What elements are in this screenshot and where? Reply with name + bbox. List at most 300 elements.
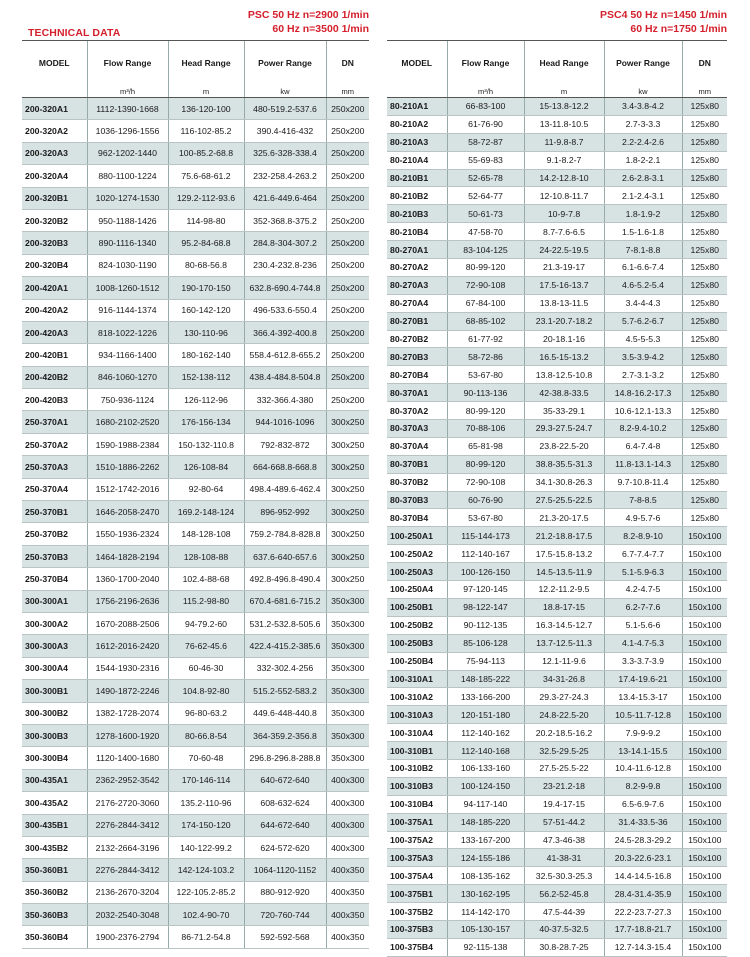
cell-model: 100-310B1 [387,742,447,760]
cell-dn: 250x200 [326,232,369,254]
cell-power-range: 364-359.2-356.8 [244,724,326,746]
table-row [22,590,369,612]
cell-flow-range: 114-142-170 [447,903,524,921]
table-row [387,867,727,885]
cell-model: 80-370A2 [387,402,447,420]
cell-dn: 400x300 [326,814,369,836]
cell-power-range: 6.4-7.4-8 [604,437,682,455]
cell-dn: 125x80 [682,509,727,527]
cell-head-range: 11-9.8-8.7 [524,133,604,151]
psc-data-table [22,40,369,949]
cell-power-range: 3.4-4-4.3 [604,294,682,312]
cell-dn: 150x100 [682,706,727,724]
cell-model: 100-250B2 [387,616,447,634]
cell-power-range: 592-592-568 [244,926,326,948]
cell-head-range: 21.3-19-17 [524,259,604,277]
cell-power-range: 6.2-7-7.6 [604,598,682,616]
cell-flow-range: 1360-1700-2040 [87,568,168,590]
cell-dn: 125x80 [682,455,727,473]
cell-dn: 300x250 [326,501,369,523]
cell-head-range: 30.8-28.7-25 [524,938,604,956]
cell-power-range: 421.6-449.6-464 [244,187,326,209]
cell-dn: 350x300 [326,635,369,657]
cell-dn: 125x80 [682,491,727,509]
table-row [387,276,727,294]
cell-head-range: 12.2-11.2-9.5 [524,581,604,599]
cell-flow-range: 112-140-168 [447,742,524,760]
cell-flow-range: 1612-2016-2420 [87,635,168,657]
cell-head-range: 169.2-148-124 [168,501,244,523]
cell-power-range: 2.2-2.4-2.6 [604,133,682,151]
cell-power-range: 944-1016-1096 [244,411,326,433]
cell-head-range: 130-110-96 [168,321,244,343]
panel-header [387,0,727,40]
table-row [387,402,727,420]
cell-model: 80-210A3 [387,133,447,151]
cell-dn: 250x200 [326,366,369,388]
cell-model: 100-250A1 [387,527,447,545]
cell-flow-range: 1382-1728-2074 [87,702,168,724]
cell-flow-range: 148-185-220 [447,813,524,831]
cell-power-range: 28.4-31.4-35.9 [604,885,682,903]
cell-head-range: 23-21.2-18 [524,777,604,795]
cell-model: 250-370B1 [22,501,87,523]
table-row [387,527,727,545]
cell-head-range: 126-112-96 [168,389,244,411]
cell-head-range: 122-105.2-85.2 [168,881,244,903]
cell-power-range: 2.7-3-3.3 [604,115,682,133]
cell-power-range: 3.3-3.7-3.9 [604,652,682,670]
cell-dn: 150x100 [682,598,727,616]
cell-head-range: 21.2-18.8-17.5 [524,527,604,545]
speed-spec-60hz: 60 Hz n=3500 1/min [272,23,369,35]
cell-flow-range: 80-99-120 [447,259,524,277]
cell-flow-range: 1036-1296-1556 [87,120,168,142]
cell-model: 350-360B4 [22,926,87,948]
table-row [387,169,727,187]
cell-model: 100-375A3 [387,849,447,867]
cell-power-range: 390.4-416-432 [244,120,326,142]
cell-dn: 125x80 [682,151,727,169]
cell-model: 200-320A1 [22,98,87,120]
cell-model: 300-300B4 [22,747,87,769]
cell-flow-range: 1008-1260-1512 [87,277,168,299]
cell-flow-range: 950-1188-1426 [87,209,168,231]
cell-dn: 125x80 [682,169,727,187]
cell-dn: 150x100 [682,563,727,581]
cell-head-range: 100-85.2-68.8 [168,142,244,164]
cell-flow-range: 2276-2844-3412 [87,814,168,836]
cell-model: 350-360B1 [22,859,87,881]
table-row [22,657,369,679]
cell-model: 100-250B1 [387,598,447,616]
cell-flow-range: 133-166-200 [447,688,524,706]
table-row [22,187,369,209]
cell-flow-range: 1512-1742-2016 [87,478,168,500]
cell-flow-range: 108-135-162 [447,867,524,885]
table-row [387,581,727,599]
cell-dn: 150x100 [682,742,727,760]
cell-dn: 300x250 [326,456,369,478]
cell-power-range: 1.5-1.6-1.8 [604,223,682,241]
cell-head-range: 95.2-84-68.8 [168,232,244,254]
unit-head: m [168,85,244,98]
cell-power-range: 5.1-5.9-6.3 [604,563,682,581]
cell-dn: 400x300 [326,769,369,791]
cell-model: 300-435B2 [22,836,87,858]
cell-flow-range: 80-99-120 [447,455,524,473]
cell-model: 80-210A2 [387,115,447,133]
cell-power-range: 14.4-14.5-16.8 [604,867,682,885]
cell-dn: 400x300 [326,792,369,814]
cell-head-range: 13.8-12.5-10.8 [524,366,604,384]
cell-model: 80-370B2 [387,473,447,491]
cell-power-range: 31.4-33.5-36 [604,813,682,831]
cell-flow-range: 2176-2720-3060 [87,792,168,814]
cell-dn: 125x80 [682,98,727,116]
table-row [387,652,727,670]
table-row [22,724,369,746]
table-row [387,724,727,742]
table-row [387,742,727,760]
cell-head-range: 32.5-30.3-25.3 [524,867,604,885]
table-row [387,223,727,241]
table-row [22,747,369,769]
cell-flow-range: 890-1116-1340 [87,232,168,254]
cell-dn: 125x80 [682,366,727,384]
cell-model: 80-370B4 [387,509,447,527]
cell-power-range: 10.5-11.7-12.8 [604,706,682,724]
cell-model: 100-375B2 [387,903,447,921]
table-row [387,759,727,777]
table-row [22,545,369,567]
cell-dn: 125x80 [682,133,727,151]
cell-head-range: 24.8-22.5-20 [524,706,604,724]
cell-power-range: 4.9-5.7-6 [604,509,682,527]
cell-power-range: 8.2-9.4-10.2 [604,420,682,438]
cell-dn: 125x80 [682,384,727,402]
cell-power-range: 8.2-8.9-10 [604,527,682,545]
cell-model: 200-420B3 [22,389,87,411]
cell-flow-range: 58-72-86 [447,348,524,366]
table-row [387,366,727,384]
cell-model: 100-250B4 [387,652,447,670]
col-header-model: MODEL [22,41,87,86]
cell-flow-range: 934-1166-1400 [87,344,168,366]
cell-model: 350-360B2 [22,881,87,903]
table-row [387,777,727,795]
table-row [22,612,369,634]
cell-power-range: 2.6-2.8-3.1 [604,169,682,187]
cell-head-range: 180-162-140 [168,344,244,366]
cell-power-range: 632.8-690.4-744.8 [244,277,326,299]
table-row [387,545,727,563]
cell-flow-range: 65-81-98 [447,437,524,455]
cell-power-range: 896-952-992 [244,501,326,523]
cell-power-range: 640-672-640 [244,769,326,791]
table-row [22,366,369,388]
cell-flow-range: 97-120-145 [447,581,524,599]
cell-model: 80-270A4 [387,294,447,312]
cell-flow-range: 112-140-167 [447,545,524,563]
col-header-dn: DN [326,41,369,86]
cell-power-range: 6.7-7.4-7.7 [604,545,682,563]
cell-power-range: 24.5-28.3-29.2 [604,831,682,849]
cell-model: 200-320B2 [22,209,87,231]
cell-dn: 150x100 [682,903,727,921]
cell-dn: 150x100 [682,831,727,849]
cell-head-range: 41-38-31 [524,849,604,867]
cell-head-range: 14.2-12.8-10 [524,169,604,187]
cell-model: 250-370B2 [22,523,87,545]
cell-dn: 150x100 [682,688,727,706]
cell-model: 250-370A4 [22,478,87,500]
cell-flow-range: 72-90-108 [447,276,524,294]
cell-model: 200-320A2 [22,120,87,142]
cell-power-range: 4.5-5-5.3 [604,330,682,348]
cell-dn: 250x200 [326,187,369,209]
cell-head-range: 129.2-112-93.6 [168,187,244,209]
cell-flow-range: 130-162-195 [447,885,524,903]
cell-flow-range: 112-140-162 [447,724,524,742]
table-row [22,478,369,500]
table-row [22,433,369,455]
cell-head-range: 152-138-112 [168,366,244,388]
table-row [22,389,369,411]
cell-model: 100-250A2 [387,545,447,563]
cell-head-range: 29.3-27.5-24.7 [524,420,604,438]
table-row [387,813,727,831]
cell-dn: 150x100 [682,616,727,634]
cell-flow-range: 67-84-100 [447,294,524,312]
cell-head-range: 12.1-11-9.6 [524,652,604,670]
cell-power-range: 296.8-296.8-288.8 [244,747,326,769]
cell-head-range: 27.5-25.5-22 [524,759,604,777]
cell-flow-range: 120-151-180 [447,706,524,724]
cell-flow-range: 100-124-150 [447,777,524,795]
cell-model: 80-270B2 [387,330,447,348]
cell-model: 100-375B4 [387,938,447,956]
cell-head-range: 13-11.8-10.5 [524,115,604,133]
cell-flow-range: 94-117-140 [447,795,524,813]
cell-model: 100-375B3 [387,920,447,938]
table-row [387,205,727,223]
cell-power-range: 2.7-3.1-3.2 [604,366,682,384]
cell-power-range: 232-258.4-263.2 [244,165,326,187]
cell-head-range: 17.5-15.8-13.2 [524,545,604,563]
table-row [22,568,369,590]
cell-model: 100-375A4 [387,867,447,885]
cell-head-range: 27.5-25.5-22.5 [524,491,604,509]
cell-dn: 150x100 [682,759,727,777]
cell-dn: 150x100 [682,670,727,688]
cell-model: 300-300B2 [22,702,87,724]
cell-head-range: 148-128-108 [168,523,244,545]
cell-flow-range: 92-115-138 [447,938,524,956]
cell-head-range: 34.1-30.8-26.3 [524,473,604,491]
cell-flow-range: 75-94-113 [447,652,524,670]
cell-power-range: 10.4-11.6-12.8 [604,759,682,777]
technical-data-title: TECHNICAL DATA [28,27,121,39]
cell-dn: 150x100 [682,813,727,831]
table-row [387,348,727,366]
cell-model: 100-310B4 [387,795,447,813]
cell-power-range: 7.9-9-9.2 [604,724,682,742]
table-row [22,859,369,881]
cell-power-range: 13-14.1-15.5 [604,742,682,760]
cell-model: 250-370A1 [22,411,87,433]
cell-power-range: 531.2-532.8-505.6 [244,612,326,634]
cell-head-range: 32.5-29.5-25 [524,742,604,760]
cell-power-range: 792-832-872 [244,433,326,455]
cell-flow-range: 1550-1936-2324 [87,523,168,545]
cell-model: 300-300A2 [22,612,87,634]
cell-head-range: 10-9-7.8 [524,205,604,223]
cell-power-range: 4.6-5.2-5.4 [604,276,682,294]
cell-power-range: 449.6-448-440.8 [244,702,326,724]
cell-power-range: 10.6-12.1-13.3 [604,402,682,420]
cell-flow-range: 2132-2664-3196 [87,836,168,858]
cell-power-range: 325.6-328-338.4 [244,142,326,164]
cell-flow-range: 2362-2952-3542 [87,769,168,791]
table-row [22,209,369,231]
cell-flow-range: 818-1022-1226 [87,321,168,343]
cell-flow-range: 105-130-157 [447,920,524,938]
cell-head-range: 136-120-100 [168,98,244,120]
cell-model: 100-250B3 [387,634,447,652]
cell-head-range: 75.6-68-61.2 [168,165,244,187]
cell-model: 80-370A1 [387,384,447,402]
cell-head-range: 135.2-110-96 [168,792,244,814]
cell-power-range: 7-8-8.5 [604,491,682,509]
cell-model: 80-270B1 [387,312,447,330]
cell-dn: 125x80 [682,402,727,420]
cell-dn: 300x250 [326,478,369,500]
psc-technical-data-panel [22,0,369,949]
table-row [22,635,369,657]
cell-power-range: 8.2-9-9.8 [604,777,682,795]
cell-head-range: 115.2-98-80 [168,590,244,612]
speed-spec-50hz: PSC 50 Hz n=2900 1/min [247,9,369,21]
cell-dn: 150x100 [682,724,727,742]
table-row [387,563,727,581]
cell-flow-range: 124-155-186 [447,849,524,867]
cell-model: 80-210A4 [387,151,447,169]
cell-dn: 300x250 [326,523,369,545]
cell-head-range: 92-80-64 [168,478,244,500]
table-row [387,133,727,151]
cell-power-range: 624-572-620 [244,836,326,858]
cell-power-range: 720-760-744 [244,904,326,926]
table-row [387,831,727,849]
table-row [387,688,727,706]
table-row [387,509,727,527]
table-units-row [387,85,727,98]
cell-flow-range: 1020-1274-1530 [87,187,168,209]
cell-head-range: 57-51-44.2 [524,813,604,831]
cell-dn: 300x250 [326,433,369,455]
cell-dn: 150x100 [682,867,727,885]
table-row [387,473,727,491]
cell-head-range: 40-37.5-32.5 [524,920,604,938]
cell-dn: 250x200 [326,389,369,411]
cell-model: 80-210A1 [387,98,447,116]
cell-flow-range: 1278-1600-1920 [87,724,168,746]
cell-model: 300-435B1 [22,814,87,836]
cell-head-range: 20.2-18.5-16.2 [524,724,604,742]
cell-power-range: 496-533.6-550.4 [244,299,326,321]
table-row [387,491,727,509]
cell-model: 200-320B4 [22,254,87,276]
cell-power-range: 438.4-484.8-504.8 [244,366,326,388]
table-row [387,598,727,616]
col-header-flow: Flow Range [447,41,524,86]
cell-dn: 150x100 [682,652,727,670]
table-row [22,814,369,836]
cell-dn: 125x80 [682,473,727,491]
cell-head-range: 23.8-22.5-20 [524,437,604,455]
cell-dn: 250x200 [326,254,369,276]
cell-power-range: 3.5-3.9-4.2 [604,348,682,366]
cell-model: 200-320B1 [22,187,87,209]
cell-model: 100-250A3 [387,563,447,581]
cell-dn: 400x350 [326,859,369,881]
cell-dn: 350x300 [326,724,369,746]
table-row [387,634,727,652]
col-header-head: Head Range [524,41,604,86]
cell-head-range: 56.2-52-45.8 [524,885,604,903]
cell-model: 200-420B1 [22,344,87,366]
cell-dn: 250x200 [326,142,369,164]
table-row [22,501,369,523]
cell-flow-range: 133-167-200 [447,831,524,849]
cell-power-range: 515.2-552-583.2 [244,680,326,702]
cell-dn: 125x80 [682,294,727,312]
table-row [387,903,727,921]
cell-head-range: 160-142-120 [168,299,244,321]
table-row [387,384,727,402]
cell-flow-range: 1680-2102-2520 [87,411,168,433]
cell-power-range: 17.7-18.8-21.7 [604,920,682,938]
table-row [387,115,727,133]
cell-dn: 400x350 [326,904,369,926]
cell-flow-range: 80-99-120 [447,402,524,420]
table-row [387,795,727,813]
table-row [387,98,727,116]
cell-head-range: 76-62-45.6 [168,635,244,657]
cell-dn: 125x80 [682,437,727,455]
cell-dn: 125x80 [682,205,727,223]
cell-power-range: 759.2-784.8-828.8 [244,523,326,545]
cell-power-range: 284.8-304-307.2 [244,232,326,254]
cell-model: 200-320A4 [22,165,87,187]
cell-head-range: 47.3-46-38 [524,831,604,849]
table-row [387,670,727,688]
cell-dn: 250x200 [326,120,369,142]
cell-head-range: 17.5-16-13.7 [524,276,604,294]
cell-flow-range: 52-64-77 [447,187,524,205]
table-row [22,142,369,164]
speed-spec [600,8,727,36]
table-row [22,523,369,545]
cell-dn: 350x300 [326,612,369,634]
cell-model: 80-210B2 [387,187,447,205]
unit-dn: mm [682,85,727,98]
cell-flow-range: 70-88-106 [447,420,524,438]
cell-head-range: 24-22.5-19.5 [524,241,604,259]
cell-head-range: 21.3-20-17.5 [524,509,604,527]
cell-flow-range: 1464-1828-2194 [87,545,168,567]
